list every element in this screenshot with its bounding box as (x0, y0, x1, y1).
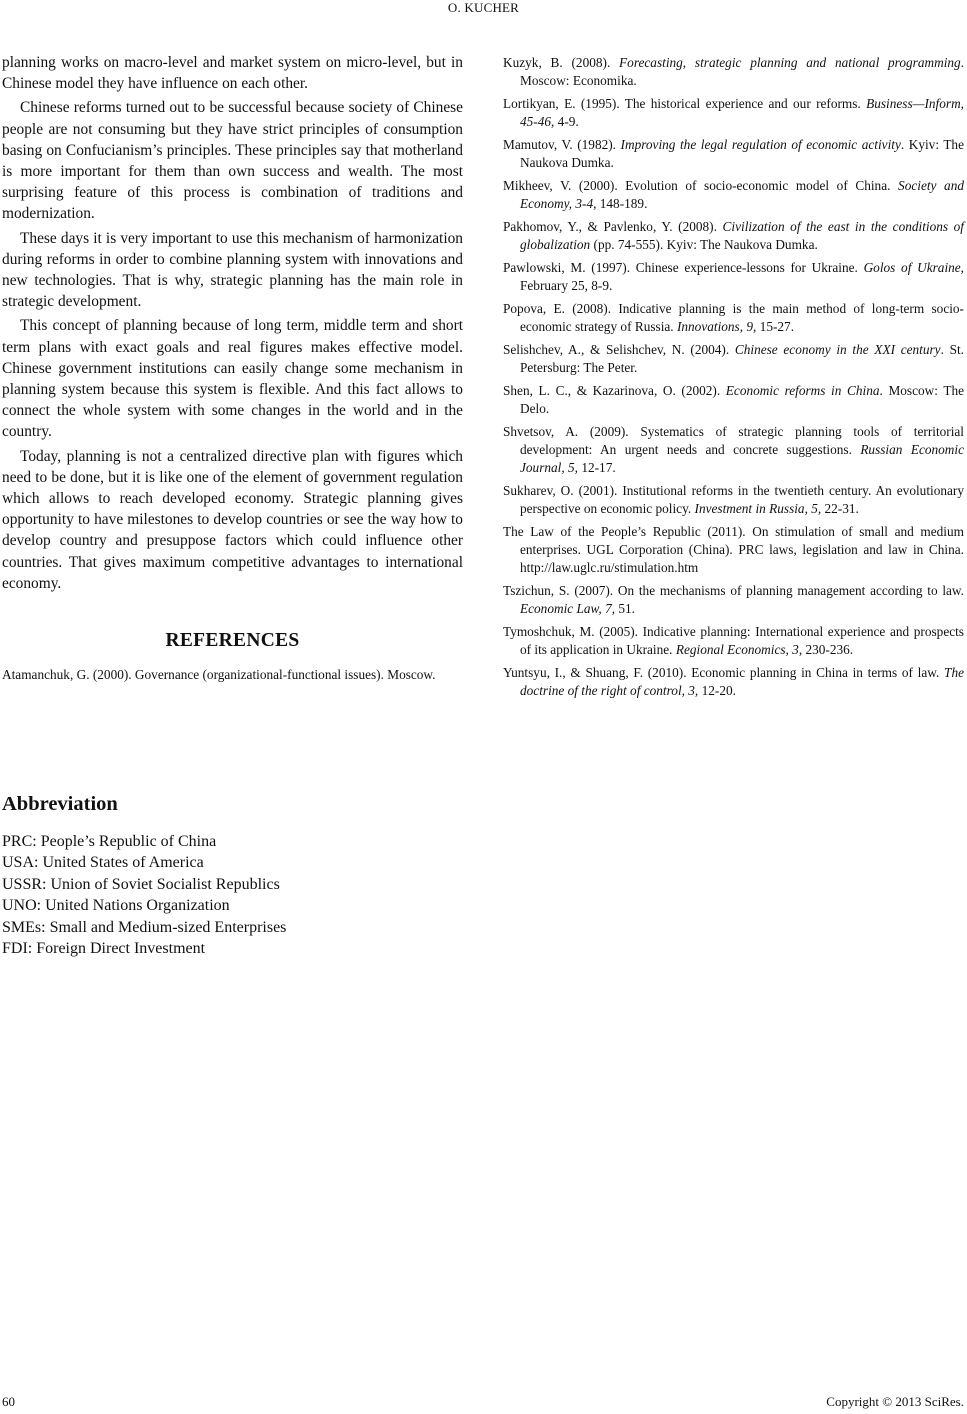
running-head: O. KUCHER (447, 0, 520, 15)
reference-entry (503, 218, 964, 254)
ref-text: Shvetsov, A. (2009). Systematics of strategic planning tools of territorial development: An urgent needs and concrete suggestions. (503, 424, 964, 457)
ref-tail: 230-236. (802, 642, 854, 657)
abbreviation-item: USSR: Union of Soviet Socialist Republics (2, 875, 280, 893)
ref-italic: Russian Economic Journal, 5, (520, 442, 964, 475)
reference-entry (503, 623, 964, 659)
reference-entry (503, 300, 964, 336)
abbreviation-section (2, 793, 462, 959)
ref-tail: . St. Petersburg: The Peter. (520, 342, 965, 375)
ref-italic: Forecasting, strategic planning and national programming (619, 55, 961, 70)
ref-tail: 12-17. (578, 460, 616, 475)
ref-italic: Innovations, 9, (676, 319, 757, 334)
page-number: 60 (2, 1394, 15, 1409)
paragraph: Chinese reforms turned out to be successful because society of Chinese people are not consuming but they have strict principles of consumption basing on Confucianism’s principles. These principles say that motherland is more important for them than own success and wealth. The most surprising feature of this process is combination of traditions and modernization. (2, 99, 463, 223)
ref-italic: Economic Law, 7, (520, 601, 616, 616)
reference-entry (503, 259, 964, 295)
ref-text: Sukharev, O. (2001). Institutional reforms in the twentieth century. An evolutionary perspective on economic policy. (503, 483, 964, 516)
ref-text: Pakhomov, Y., & Pavlenko, Y. (2008). (503, 219, 723, 234)
ref-text: Mamutov, V. (1982). (503, 137, 621, 152)
ref-tail: 4-9. (554, 114, 579, 129)
ref-italic: Regional Economics, 3, (675, 642, 803, 657)
ref-text: Selishchev, A., & Selishchev, N. (2004). (503, 342, 735, 357)
paragraph: This concept of planning because of long term, middle term and short term plans with exact goals and real figures makes effective model. Chinese government institutions can easily change some mechanism in planning system because this system is flexible. And this fact allows to connect the whole system with some changes in the world and in the country. (2, 317, 463, 441)
reference-entry (503, 382, 964, 418)
reference-entry (2, 666, 463, 684)
ref-tail: 22-31. (821, 501, 859, 516)
reference-entry (503, 341, 964, 377)
reference-entry (503, 664, 964, 700)
ref-text: The Law of the People’s Republic (2011). On stimulation of small and medium enterprises. UGL Corporation (China). PRC laws, legislation and law in China. http://law.uglc.ru/stimulation.htm (503, 524, 964, 575)
references-heading: REFERENCES (165, 630, 300, 652)
reference-entry (503, 423, 964, 477)
abbreviation-item: UNO: United Nations Organization (2, 897, 230, 915)
abbreviation-item: PRC: People’s Republic of China (2, 833, 217, 850)
reference-entry (503, 582, 964, 618)
ref-text: Shen, L. C., & Kazarinova, O. (2002). (503, 383, 726, 398)
ref-italic: Investment in Russia, 5, (694, 501, 822, 516)
ref-text: Mikheev, V. (2000). Evolution of socio-economic model of China. (503, 178, 899, 193)
ref-italic: The doctrine of the right of control, 3, (520, 665, 964, 698)
ref-italic: Chinese economy in the XXI century (734, 342, 941, 357)
ref-text: Lortikyan, E. (1995). The historical experience and our reforms. (503, 96, 867, 111)
ref-tail: 148-189. (596, 196, 648, 211)
abbreviation-item: USA: United States of America (2, 854, 204, 872)
reference-entry (503, 482, 964, 518)
copyright-notice: Copyright © 2013 SciRes. (826, 1394, 964, 1409)
ref-tail: . Moscow: The Delo. (520, 383, 964, 416)
ref-italic: Golos of Ukraine, (863, 260, 965, 275)
ref-text: Yuntsyu, I., & Shuang, F. (2010). Economic planning in China in terms of law. (503, 665, 945, 680)
ref-italic: Civilization of the east in the conditions of globalization (520, 219, 964, 252)
ref-text: Tszichun, S. (2007). On the mechanisms of planning management according to law. (503, 583, 964, 598)
ref-text: Atamanchuk, G. (2000). Governance (organizational-functional issues). Moscow. (2, 667, 436, 683)
ref-tail: 12-20. (698, 683, 736, 698)
ref-text: Popova, E. (2008). Indicative planning is the main method of long-term socio-economic strategy of Russia. (503, 301, 964, 334)
paragraph: Today, planning is not a centralized directive plan with figures which need to be done, but it is like one of the element of government regulation which allows to reach developed economy. Strategic planning gives opportunity to have milestones to develop countries or see the way how to develop country and presuppose factors which could influence other countries. That gives maximum competitive advantages to international economy. (2, 447, 463, 592)
right-column (503, 54, 964, 705)
ref-tail: 51. (615, 601, 635, 616)
ref-italic: Society and Economy, 3-4, (520, 178, 964, 211)
body-text (2, 52, 463, 594)
ref-tail: 15-27. (756, 319, 795, 334)
abbreviation-item: SMEs: Small and Medium-sized Enterprises (2, 918, 287, 936)
left-column (2, 52, 463, 688)
ref-tail: . Moscow: Economika. (520, 55, 965, 88)
ref-text: Tymoshchuk, M. (2005). Indicative planning: International experience and prospects of its application in Ukraine. (503, 624, 964, 657)
ref-text: Kuzyk, B. (2008). (503, 55, 620, 70)
reference-entry (503, 95, 964, 131)
ref-tail: (pp. 74-555). Kyiv: The Naukova Dumka. (590, 237, 818, 252)
reference-entry (503, 177, 964, 213)
paragraph: These days it is very important to use this mechanism of harmonization during reforms in order to combine planning system with innovations and new technologies. That is why, strategic planning has the main role in strategic development. (2, 229, 463, 311)
reference-entry (503, 54, 964, 90)
ref-tail: . Kyiv: The Naukova Dumka. (520, 137, 964, 170)
reference-entry (503, 136, 964, 172)
ref-italic: Economic reforms in China (725, 383, 880, 398)
ref-italic: Improving the legal regulation of economic activity (620, 137, 901, 152)
ref-text: Pawlowski, M. (1997). Chinese experience-lessons for Ukraine. (503, 260, 864, 275)
abbreviation-title: Abbreviation (2, 793, 118, 815)
reference-entry (503, 523, 964, 577)
ref-italic: Business—Inform, 45-46, (520, 96, 964, 129)
paragraph: planning works on macro-level and market system on micro-level, but in Chinese model they have influence on each other. (2, 54, 463, 93)
ref-tail: February 25, 8-9. (520, 278, 613, 293)
abbreviation-item: FDI: Foreign Direct Investment (2, 940, 206, 958)
